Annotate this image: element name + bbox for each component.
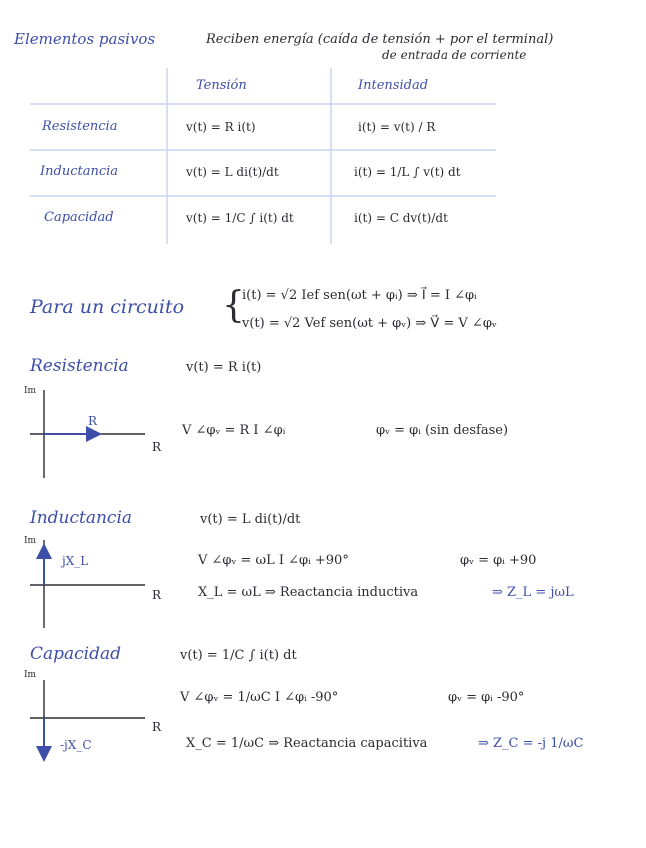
inductancia-phasor: V ∠φᵥ = ωL I ∠φᵢ +90°: [198, 553, 349, 568]
resistencia-phasor: V ∠φᵥ = R I ∠φᵢ: [182, 423, 286, 438]
column-header-intensidad: Intensidad: [358, 78, 429, 93]
resistencia-axis-re: R: [152, 440, 162, 454]
brace-icon: {: [222, 285, 245, 326]
capacidad-impedance: ⇒ Z_C = -j 1/ωC: [478, 736, 584, 751]
cell-capacidad-intensidad: i(t) = C dv(t)/dt: [354, 211, 448, 225]
circuit-line-1: i(t) = √2 Ief sen(ωt + φᵢ) ⇒ I⃗ = I ∠φᵢ: [242, 288, 477, 303]
capacidad-axis-im: Im: [24, 670, 37, 680]
circuit-heading: Para un circuito: [30, 296, 185, 318]
resistencia-equation: v(t) = R i(t): [186, 360, 262, 375]
subtitle-line-1: Reciben energía (caída de tensión + por el terminal): [206, 32, 554, 47]
capacidad-heading: Capacidad: [30, 644, 122, 664]
inductancia-axis-im: Im: [24, 536, 37, 546]
inductancia-note: φᵥ = φᵢ +90: [460, 553, 537, 568]
capacidad-reactance: X_C = 1/ωC ⇒ Reactancia capacitiva: [186, 736, 428, 751]
capacidad-axis-re: R: [152, 720, 162, 734]
column-header-tension: Tensión: [196, 78, 247, 93]
inductancia-axis-re: R: [152, 588, 162, 602]
circuit-line-2: v(t) = √2 Vef sen(ωt + φᵥ) ⇒ V⃗ = V ∠φᵥ: [242, 316, 497, 331]
row-label-capacidad: Capacidad: [44, 210, 114, 225]
capacidad-phasor: V ∠φᵥ = 1/ωC I ∠φᵢ -90°: [180, 690, 339, 705]
resistencia-vector-label: R: [88, 414, 98, 428]
capacidad-note: φᵥ = φᵢ -90°: [448, 690, 525, 705]
inductancia-equation: v(t) = L di(t)/dt: [200, 512, 301, 527]
inductancia-reactance: X_L = ωL ⇒ Reactancia inductiva: [198, 585, 419, 600]
inductancia-impedance: ⇒ Z_L = jωL: [492, 585, 574, 600]
cell-inductancia-tension: v(t) = L di(t)/dt: [186, 165, 279, 179]
resistencia-note: φᵥ = φᵢ (sin desfase): [376, 423, 509, 438]
resistencia-heading: Resistencia: [30, 356, 129, 376]
row-label-resistencia: Resistencia: [42, 119, 118, 134]
cell-resistencia-tension: v(t) = R i(t): [186, 120, 256, 134]
resistencia-axis-im: Im: [24, 386, 37, 396]
page-title: Elementos pasivos: [14, 30, 156, 48]
cell-resistencia-intensidad: i(t) = v(t) / R: [358, 120, 436, 134]
inductancia-vector-label: jX_L: [62, 554, 89, 568]
row-label-inductancia: Inductancia: [40, 164, 119, 179]
cell-capacidad-tension: v(t) = 1/C ∫ i(t) dt: [186, 211, 294, 225]
capacidad-vector-label: -jX_C: [60, 738, 92, 752]
resistencia-axes: [30, 390, 145, 478]
capacidad-equation: v(t) = 1/C ∫ i(t) dt: [180, 648, 297, 663]
subtitle-line-2: de entrada de corriente: [382, 48, 527, 62]
inductancia-heading: Inductancia: [30, 508, 133, 528]
cell-inductancia-intensidad: i(t) = 1/L ∫ v(t) dt: [354, 165, 461, 179]
